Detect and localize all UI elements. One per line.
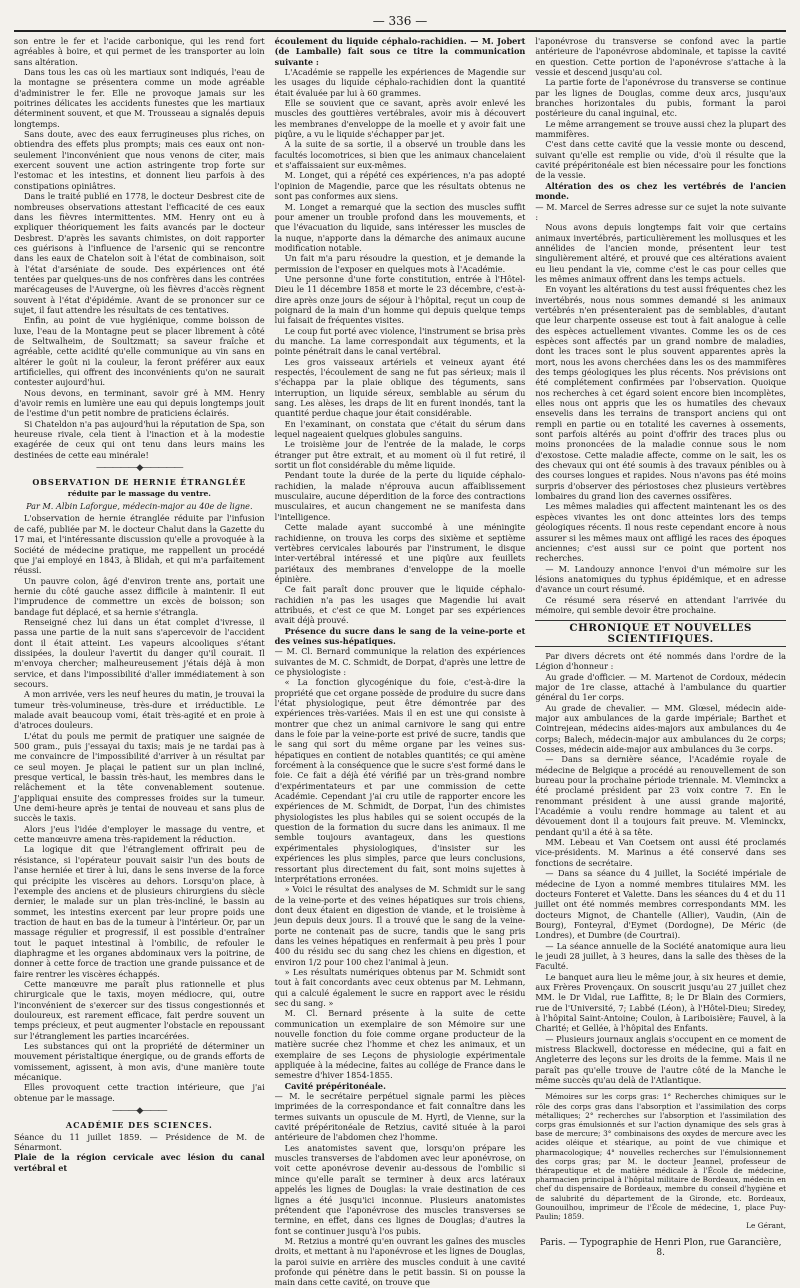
paragraph: Elle se souvient que ce savant, après avoir enlevé les muscles des gouttières vertébrales, avoir mis à découvert les membranes d'enveloppe de la moelle et y avoir fait une piqûre, a vu le liquide s'échapper par jet.	[274, 98, 526, 140]
paragraph: Le banquet aura lieu le même jour, à six heures et demie, aux Frères Provençaux. On souscrit jusqu'au 27 juillet chez MM. le Dr Vidal, rue Laffitte, 8; le Dr Blain des Cormiers, rue de l'Université, 7; Labbé (Léon), à l'Hôtel-Dieu; Siredey, à l'hôpital Saint-Antoine; Coulon, à Lariboisière; Fauvel, à la Charité; et Gellée, à l'hôpital des Enfants.	[535, 971, 787, 1034]
paragraph: — Plusieurs journaux anglais s'occupent en ce moment de mistress Blackwell, doctoresse en médecine, qui a fait en Angleterre des leçons sur les droits de la femme. Mais il ne paraît pas qu'elle trouve de l'autre côté de la Manche le même succès qu'au delà de l'Atlantique.	[535, 1033, 787, 1086]
paragraph: Nous devons, en terminant, savoir gré à MM. Henry d'avoir remis en lumière une eau qui depuis longtemps jouit de l'estime d'un petit nombre de praticiens éclairés.	[14, 387, 265, 419]
subsection-heading: Cavité prépéritonéale.	[284, 1080, 386, 1091]
paragraph: Le troisième jour de l'entrée de la malade, le corps étranger put être extrait, et au moment où il fut retiré, il sortit un flot considérable du même liquide.	[274, 439, 526, 471]
section-banner: CHRONIQUE ET NOUVELLES SCIENTIFIQUES.	[535, 620, 786, 647]
subsection-heading: Plaie de la région cervicale avec lésion du canal vertébral et	[14, 1152, 265, 1173]
paragraph: MM. Lebeau et Van Coetsem ont aussi été proclamés vice-présidents. M. Marinus a été conservé dans ses fonctions de secrétaire.	[535, 837, 787, 868]
paragraph: écoulement du liquide céphalo-rachidien. — M. Jobert (de Lamballe) fait sous ce titre la communication suivante :	[274, 36, 526, 67]
paragraph: — Dans sa dernière séance, l'Académie royale de médecine de Belgique a procédé au renouvellement de son bureau pour la prochaine période triennale. M. Vleminckx a été proclamé président par 23 voix contre 7. En le renommant président à une aussi grande majorité, l'Académie a voulu rendre hommage au talent et au dévouement dont il a toujours fait preuve. M. Vleminckx, pendant qu'il a été à sa tête.	[535, 754, 787, 837]
paragraph: L'observation de hernie étranglée réduite par l'infusion de café, publiée par M. le docteur Chalut dans la Gazette du 17 mai, et l'intéressante discussion qu'elle a provoquée à la Société de médecine pratique, me rappellent un procédé que j'ai employé en 1843, à Blidah, et qui m'a parfaitement réussi.	[14, 513, 265, 576]
paragraph: En voyant les altérations du test aussi fréquentes chez les invertébrés, nous nous sommes demandé si les animaux vertébrés n'en présenteraient pas de semblables, d'autant que leur charpente osseuse est tout à fait analogue à celle des espèces actuellement vivantes. Comme les os de ces espèces sont affectés par un grand nombre de maladies, dont les traces sont le plus souvent apparentes après la mort, nous les avons cherchées dans les os des mammifères des temps géologiques les plus récents. Nos prévisions ont été complétement confirmées par l'observation. Quoique nos recherches à cet égard soient encore bien incomplètes, elles nous ont appris que les os humatiles des chevaux ensevelis dans les terrains de transport anciens qui ont rempli en partie ou en totalité les cavernes à ossements, sont parfois altérés au point d'offrir des traces plus ou moins prononcées de la maladie connue sous le nom d'exostose. Cette maladie affecte, comme on le sait, les os des chevaux qui ont été soumis à des travaux pénibles ou à des courses longues et rapides. Nous n'avons pas été moins surpris d'observer des périostoses chez plusieurs vertèbres lombaires du grand lion des cavernes ossifères.	[535, 284, 787, 502]
subsection-heading: Présence du sucre dans le sang de la veine-porte et des veines sus-hépatiques.	[274, 625, 526, 646]
paragraph: — Dans sa séance du 4 juillet, la Société impériale de médecine de Lyon a nommé membres titulaires MM. les docteurs Fonteret et Valette. Dans les séances du 4 et du 11 juillet ont été nommés membres correspondants MM. les docteurs Mignot, de Chantelle (Allier), Vaudin, (Ain de Bourg), Fonteyral, d'Eymet (Dordogne), De Méric (de Londres), et Dumbre (de Courtrai).	[535, 868, 787, 941]
paragraph: Une personne d'une forte constitution, entrée à l'Hôtel-Dieu le 11 décembre 1858 et morte le 23 décembre, c'est-à-dire après onze jours de séjour à l'hôpital, reçut un coup de poignard de la main d'un homme qui depuis quelque temps lui faisait de fréquentes visites.	[274, 273, 526, 326]
paragraph: En l'examinant, on constata que c'était du sérum dans lequel nageaient quelques globules sanguins.	[274, 418, 526, 440]
paragraph: « La fonction glycogénique du foie, c'est-à-dire la propriété que cet organe possède de produire du sucre dans l'état physiologique, peut être démontrée par des expériences très-variées. Mais il en est une qui consiste à montrer que chez un animal carnivore le sang qui entre dans le foie par la veine-porte est privé de sucre, tandis que le sang qui sort du même organe par les veines sus-hépatiques en contient de notables quantités; ce qui amène forcément à la conséquence que le sucre s'est formé dans le foie. Ce fait a déjà été vérifié par un très-grand nombre d'expérimentateurs et par une commission de cette Académie. Cependant j'ai cru utile de rapporter encore les expériences de M. Schmidt, de Dorpat, l'un des chimistes physiologistes les plus habiles qui se soient occupés de la question de la formation du sucre dans les animaux. Il me semble toujours avantageux, dans les questions expérimentales physiologiques, d'insister sur les expériences les plus simples, parce que leurs conclusions, ressortant plus directement du fait, sont moins sujettes à interprétations erronées.	[274, 677, 526, 884]
divider	[535, 1088, 786, 1089]
paragraph: Dans tous les cas où les martiaux sont indiqués, l'eau de la montagne se présentera comme un mode agréable d'administrer le fer. Elle ne provoque jamais sur les poitrines délicates les accidents funestes que les martiaux déterminent souvent, et que M. Trousseau a signalés depuis longtemps.	[14, 67, 265, 129]
paragraph: Par divers décrets ont été nommés dans l'ordre de la Légion d'honneur :	[535, 650, 787, 672]
top-rule	[14, 30, 786, 32]
paragraph: son entre le fer et l'acide carbonique, qui les rend fort agréables à boire, et qui permet de les transporter au loin sans altération.	[14, 36, 265, 67]
paragraph: Le même arrangement se trouve aussi chez la plupart des mammifères.	[535, 118, 787, 140]
columns	[14, 36, 787, 1288]
paragraph: La partie forte de l'aponévrose du transverse se continue par les lignes de Douglas, comme deux arcs, jusqu'aux branches horizontales du pubis, formant la paroi postérieure du canal inguinal, etc.	[535, 77, 787, 119]
paragraph: Alors j'eus l'idée d'employer le massage du ventre, et cette manœuvre amena très-rapidement la réduction.	[14, 823, 265, 845]
paragraph: — M. le secrétaire perpétuel signale parmi les pièces imprimées de la correspondance et fait connaître dans les termes suivants un opuscule de M. Hyrtl, de Vienne, sur la cavité prépéritonéale de Retzius, cavité située à la paroi antérieure de l'abdomen chez l'homme.	[274, 1091, 526, 1143]
page-number: — 336 —	[372, 14, 428, 28]
paragraph: — M. Marcel de Serres adresse sur ce sujet la note suivante :	[535, 201, 787, 222]
paragraph: Sans doute, avec des eaux ferrugineuses plus riches, on obtiendra des effets plus prompts; mais ces eaux ont non-seulement l'inconvénient que nous venons de citer, mais exercent souvent une action astringente trop forte sur l'estomac et les intestins, et donnent lieu parfois à des constipations opiniâtres.	[14, 129, 265, 191]
subsection-heading: Altération des os chez les vertébrés de l'ancien monde.	[535, 180, 787, 202]
paragraph: Les anatomistes savent que, lorsqu'on prépare les muscles transverses de l'abdomen avec leur aponévrose, on voit cette aponévrose devenir au-dessous de l'ombilic si mince qu'elle paraît se terminer à deux arcs latéraux appelés les lignes de Douglas: la vraie destination de ces lignes a été jusqu'ici inconnue. Plusieurs anatomistes prétendent que l'aponévrose des muscles transverses se termine, en effet, dans ces lignes de Douglas; d'autres la font se continuer jusqu'à l'os pubis.	[274, 1142, 526, 1236]
paragraph: Ce fait paraît donc prouver que le liquide céphalo-rachidien n'a pas les usages que Magendie lui avait attribués, et c'est ce que M. Longet par ses expériences avait déjà prouvé.	[274, 584, 526, 626]
section-title: ACADÉMIE DES SCIENCES.	[65, 1120, 213, 1131]
paragraph: Au grade de chevalier. — MM. Glœsel, médecin aide-major aux ambulances de la garde impériale; Barthet et Cointrejean, médecins aides-majors aux ambulances du 4e corps; Balech, médecin-major aux ambulances du 2e corps; Cosses, médecin aide-major aux ambulances du 3e corps.	[535, 702, 787, 755]
paragraph: Ce résumé sera réservé en attendant l'arrivée du mémoire, qui semble devoir être prochaine.	[535, 594, 787, 615]
paragraph: Au grade d'officier. — M. Martenot de Cordoux, médecin major de 1re classe, attaché à l'ambulance du quartier général du 1er corps.	[535, 671, 787, 703]
paragraph: Si Chateldon n'a pas aujourd'hui la réputation de Spa, son heureuse rivale, cela tient à l'inaction et à la modestie exagérée de ceux qui ont tenu dans leurs mains les destinées de cette eau minérale!	[14, 418, 265, 460]
article-subtitle: réduite par le massage du ventre.	[67, 488, 211, 498]
paragraph: M. Longet, qui a répété ces expériences, n'a pas adopté l'opinion de Magendie, parce que les résultats obtenus ne sont pas conformes aux siens.	[274, 170, 526, 202]
paragraph: M. Cl. Bernard présente à la suite de cette communication un exemplaire de son Mémoire sur une nouvelle fonction du foie comme organe producteur de la matière sucrée chez l'homme et chez les animaux, et un exemplaire de ses Leçons de physiologie expérimentale appliquée à la médecine, faites au collége de France dans le semestre d'hiver 1854-1855.	[274, 1008, 526, 1081]
paragraph: Elles provoquent cette traction intérieure, que j'ai obtenue par le massage.	[14, 1082, 265, 1103]
paragraph: A mon arrivée, vers les neuf heures du matin, je trouvai la tumeur très-volumineuse, très-dure et irréductible. Le malade avait beaucoup vomi, était très-agité et en proie à d'atroces douleurs.	[14, 689, 265, 731]
paragraph: M. Retzius a montré qu'en ouvrant les gaînes des muscles droits, et mettant à nu l'aponévrose et les lignes de Douglas, la paroi suivie en arrière des muscles conduit à une cavité profonde qui pénètre dans le petit bassin. Si on pousse la main dans cette cavité, on trouve que	[274, 1235, 526, 1288]
signature: Le Gérant,	[746, 1221, 787, 1231]
ornament-divider: ―――◆―――	[112, 1106, 167, 1117]
column-3	[535, 36, 787, 1258]
article-title: OBSERVATION DE HERNIE ÉTRANGLÉE	[32, 477, 247, 488]
paragraph: L'Académie se rappelle les expériences de Magendie sur les usages du liquide céphalo-rachidien dont la quantité était évaluée par lui à 60 grammes.	[274, 67, 526, 98]
paragraph: La logique dit que l'étranglement offrirait peu de résistance, si l'opérateur pouvait saisir l'un des bouts de l'anse herniée et tirer à lui, dans le sens inverse de la force qui précipite les viscères au dehors. Lorsqu'on place, à l'exemple des anciens et de plusieurs chirurgiens du siècle dernier, le malade sur un plan très-incliné, le bassin au sommet, les intestins exercent par leur propre poids une traction de haut en bas de la tumeur à l'intérieur. Or, par un massage régulier et progressif, il est possible d'entraîner tout le paquet intestinal à l'ombilic, de refouler le diaphragme et les organes abdominaux vers la poitrine, de donner à cette force de traction une grande puissance et de faire rentrer les viscères échappés.	[14, 844, 265, 979]
paragraph: » Voici le résultat des analyses de M. Schmidt sur le sang de la veine-porte et des veines hépatiques sur trois chiens, dont deux étaient en digestion de viande, et le troisième à jeun depuis deux jours. Il a trouvé que le sang de la veine-porte ne contenait pas de sucre, tandis que le sang pris dans les veines hépatiques en renfermait à peu près 1 pour 400 du résidu sec du sang chez les chiens en digestion, et environ 1/2 pour 100 chez l'animal à jeun.	[274, 884, 526, 967]
paragraph: Un pauvre colon, âgé d'environ trente ans, portait une hernie du côté gauche assez difficile à maintenir. Il eut l'imprudence de commettre un excès de boisson; son bandage fut déplacé, et sa hernie s'étrangla.	[14, 575, 265, 617]
paragraph: Dans le traité publié en 1778, le docteur Desbrest cite de nombreuses observations attestant l'efficacité de ces eaux dans les fièvres intermittentes. MM. Henry ont eu à expliquer théoriquement les faits avancés par le docteur Desbrest. D'après les savants chimistes, on doit rapporter ces guérisons à l'influence de l'arsenic qui se rencontre dans les eaux de Chatelon soit à l'état de combinaison, soit à l'état d'arséniate de soude. Des expériences ont été tentées par quelques-uns de nos confrères dans les contrées marécageuses de l'Auvergne, où les fièvres d'accès règnent souvent à l'état d'épidémie. Avant de se prononcer sur ce sujet, il faut attendre les résultats de ces tentatives.	[14, 191, 265, 315]
paragraph: Cette malade ayant succombé à une méningite rachidienne, on trouva les corps des sixième et septième vertèbres cervicales labourés par l'instrument, le disque inter-vertébral intéressé et une piqûre aux feuillets pariétaux des membranes d'enveloppe de la moelle épinière.	[274, 522, 526, 584]
bibliography-note: Mémoires sur les corps gras: 1° Recherches chimiques sur le rôle des corps gras dans l'absorption et l'assimilation des corps métalliques; 2° recherches sur l'absorption et l'assimilation des corps gras émulsionnés et sur l'action dynamique des sels gras à base de mercure; 3° combinaisons des oxydes de mercure avec les acides oléique et stéarique, au point de vue chimique et pharmacologique; 4° nouvelles recherches sur l'émulsionnement des corps gras; par M. le docteur Jeannel, professeur de thérapeutique et de matière médicale à l'École de médecine, pharmacien principal à l'hôpital militaire de Bordeaux, médecin en chef du dispensaire de Bordeaux, membre du conseil d'hygiène et de salubrité du département de la Gironde, etc. Bordeaux, Gounouilhou, imprimeur de l'École de médecine, 1, place Puy-Paulin; 1859.	[535, 1092, 787, 1222]
column-1	[14, 36, 265, 1173]
paragraph: Enfin, au point de vue hygiénique, comme boisson de luxe, l'eau de la Montagne peut se placer librement à côté de Seltwalheim, de Soultzmatt; sa saveur fraîche et agréable, cette acidité qu'elle communique au vin sans en altérer le goût ni la couleur, la feront préférer aux eaux artificielles, qui offrent des inconvénients qu'on ne saurait contester aujourd'hui.	[14, 315, 265, 388]
session-line: Séance du 11 juillet 1859. — Présidence de M. de Sénarmont.	[14, 1131, 265, 1153]
paragraph: Pendant toute la durée de la perte du liquide céphalo-rachidien, la malade n'éprouva aucun affaiblissement musculaire, aucune déperdition de la force des contractions musculaires, et aucun changement ne se manifesta dans l'intelligence.	[274, 470, 526, 522]
paragraph: Les substances qui ont la propriété de déterminer un mouvement péristaltique énergique, ou de grands efforts de vomissement, agissent, à mon avis, d'une manière toute mécanique.	[14, 1041, 265, 1083]
paragraph: M. Longet a remarqué que la section des muscles suffit pour amener un trouble profond dans les mouvements, et que l'évacuation du liquide, sans intéresser les muscles de la nuque, n'apporte dans la démarche des animaux aucune modification notable.	[274, 201, 526, 253]
paragraph: Le coup fut porté avec violence, l'instrument se brisa près du manche. La lame correspondait aux téguments, et la pointe pénétrait dans le canal vertébral.	[274, 325, 526, 357]
ornament-divider: ―――――◆―――――	[96, 463, 183, 474]
article-author: Par M. Albin Laforgue, médecin-major au 40e de ligne.	[26, 501, 253, 512]
paragraph: Cette manœuvre me paraît plus rationnelle et plus chirurgicale que le taxis, moyen médiocre, qui, outre l'inconvénient de s'exercer sur des tissus congestionnés et douloureux, est rarement efficace, fait perdre souvent un temps précieux, et peut augmenter l'obstacle en repoussant sur l'étranglement les parties incarcérées.	[14, 978, 265, 1041]
paragraph: Renseigné chez lui dans un état complet d'ivresse, il passa une partie de la nuit sans s'apercevoir de l'accident dont il était atteint. Les vapeurs alcooliques s'étant dissipées, la douleur l'avertit du danger qu'il courait. Il m'envoya chercher; malheureusement j'étais déjà à mon service, et dans l'impossibilité d'aller immédiatement à son secours.	[14, 616, 265, 689]
paragraph: C'est dans cette cavité que la vessie monte ou descend, suivant qu'elle est remplie ou vide, d'où il résulte que la cavité prépéritonéale est bien nécessaire pour les fonctions de la vessie.	[535, 139, 787, 181]
paragraph: L'état du pouls me permit de pratiquer une saignée de 500 gram., puis j'essayai du taxis; mais je ne tardai pas à me convaincre de l'impossibilité d'arriver à un résultat par ce seul moyen. Je plaçai le patient sur un plan incliné, presque vertical, le bassin très-haut, les membres dans le relâchement et la tête convenablement soutenue. J'appliquai ensuite des compresses froides sur la tumeur. Une demi-heure après je tentai de nouveau et sans plus de succès le taxis.	[14, 730, 265, 824]
column-2	[274, 36, 526, 1288]
paragraph: Les mêmes maladies qui affectent maintenant les os des espèces vivantes les ont donc atteintes lors des temps géologiques récents. Il nous reste cependant encore à nous assurer si les mêmes maux ont affligé les races des époques anciennes; c'est aussi sur ce point que portent nos recherches.	[535, 501, 787, 564]
paragraph: A la suite de sa sortie, il a observé un trouble dans les facultés locomotrices, si bien que les animaux chancelaient et s'affaissaient sur eux-mêmes.	[274, 139, 526, 171]
paragraph: — La séance annuelle de la Société anatomique aura lieu le jeudi 28 juillet, à 3 heures, dans la salle des thèses de la Faculté.	[535, 940, 787, 972]
paragraph: Les gros vaisseaux artériels et veineux ayant été respectés, l'écoulement de sang ne fut pas sérieux; mais il s'échappa par la plaie oblique des téguments, sans interruption, un liquide séreux, semblable au sérum du sang. Les alèses, les draps de lit en furent inondés, tant la quantité perdue chaque jour était considérable.	[274, 356, 526, 419]
paragraph: Un fait m'a paru résoudre la question, et je demande la permission de l'exposer en quelques mots à l'Académie.	[274, 253, 526, 274]
paragraph: » Les résultats numériques obtenus par M. Schmidt sont tout à fait concordants avec ceux obtenus par M. Lehmann, qui a calculé également le sucre en rapport avec le résidu sec du sang. »	[274, 966, 526, 1008]
printer-footer: Paris. — Typographie de Henri Plon, rue Garancière, 8.	[539, 1237, 782, 1258]
paragraph: l'aponévrose du transverse se confond avec la partie antérieure de l'aponévrose abdominale, et tapisse la cavité en question. Cette portion de l'aponévrose s'attache à la vessie et descend jusqu'au col.	[535, 36, 787, 78]
paragraph: Nous avons depuis longtemps fait voir que certains animaux invertébrés, particulièrement les mollusques et les annélides de l'ancien monde, présentent leur test singulièrement altéré, et prouvé que ces altérations avaient eu lieu pendant la vie, comme c'est le cas pour celles que les mêmes animaux offrent dans les temps actuels.	[535, 222, 787, 284]
paragraph: — M. Cl. Bernard communique la relation des expériences suivantes de M. C. Schmidt, de Dorpat, d'après une lettre de ce physiologiste :	[274, 646, 526, 677]
paragraph: — M. Landouzy annonce l'envoi d'un mémoire sur les lésions anatomiques du typhus épidémique, et en adresse d'avance un court résumé.	[535, 563, 787, 595]
